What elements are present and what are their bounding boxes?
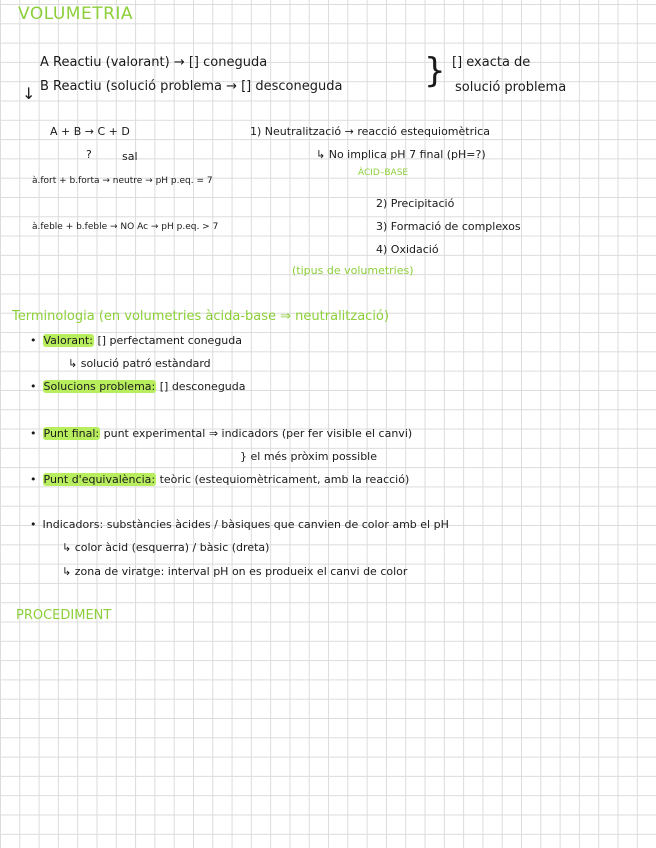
brace: } <box>424 51 446 91</box>
reaction-equation: A + B → C + D <box>50 125 130 138</box>
punt-equivalencia-label: Punt d'equivalència: <box>43 473 156 486</box>
type-complexos: 3) Formació de complexos <box>376 220 521 233</box>
type-oxidacio: 4) Oxidació <box>376 243 439 256</box>
valorant-sub: ↳ solució patró estàndard <box>68 357 211 370</box>
reactiu-a: A Reactiu (valorant) → [] coneguda <box>40 55 268 70</box>
acid-base-label: ÀCID–BASE <box>358 168 409 178</box>
type-neutralitzacio-sub: ↳ No implica pH 7 final (pH=?) <box>316 148 486 161</box>
punt-final-item <box>30 426 412 442</box>
punt-equivalencia-item <box>30 472 409 488</box>
type-precipitacio: 2) Precipitació <box>376 197 455 210</box>
valorant-label: Valorant: <box>43 334 93 347</box>
indicadors-sub-2: ↳ zona de viratge: interval pH on es produeix el canvi de color <box>62 565 408 578</box>
problema-item <box>30 379 246 395</box>
punt-final-sub: } el més pròxim possible <box>240 450 377 463</box>
type-neutralitzacio: 1) Neutralització → reacció estequiomètrica <box>250 125 490 138</box>
brace-text-2: solució problema <box>455 80 567 95</box>
reaction-question: ? <box>86 148 92 161</box>
strong-acid-base: à.fort + b.forta → neutre → pH p.eq. = 7 <box>32 176 213 186</box>
punt-final-label: Punt final: <box>43 427 100 440</box>
problema-text: [] desconeguda <box>159 380 246 393</box>
types-caption: (tipus de volumetries) <box>292 264 414 277</box>
brace-text-1: [] exacta de <box>452 55 531 70</box>
valorant-item <box>30 333 242 349</box>
terminology-heading: Terminologia (en volumetries àcida-base ⇒ neutralització) <box>12 309 389 324</box>
page-title: VOLUMETRIA <box>18 4 134 24</box>
punt-final-text: punt experimental ⇒ indicadors (per fer visible el canvi) <box>103 427 413 440</box>
procediment-heading: PROCEDIMENT <box>16 608 112 623</box>
reactiu-b: B Reactiu (solució problema → [] desconeguda <box>40 79 343 94</box>
weak-acid-base: à.feble + b.feble → NO Ac → pH p.eq. > 7 <box>32 222 219 232</box>
indicadors-sub-1: ↳ color àcid (esquerra) / bàsic (dreta) <box>62 541 270 554</box>
valorant-text: [] perfectament coneguda <box>97 334 243 347</box>
reaction-sal: sal <box>122 150 138 163</box>
indicadors-item: • Indicadors: substàncies àcides / bàsiques que canvien de color amb el pH <box>30 517 449 533</box>
punt-equivalencia-text: teòric (estequiomètricament, amb la reacció) <box>159 473 410 486</box>
curved-arrow: ↓ <box>22 84 36 103</box>
problema-label: Solucions problema: <box>43 380 156 393</box>
